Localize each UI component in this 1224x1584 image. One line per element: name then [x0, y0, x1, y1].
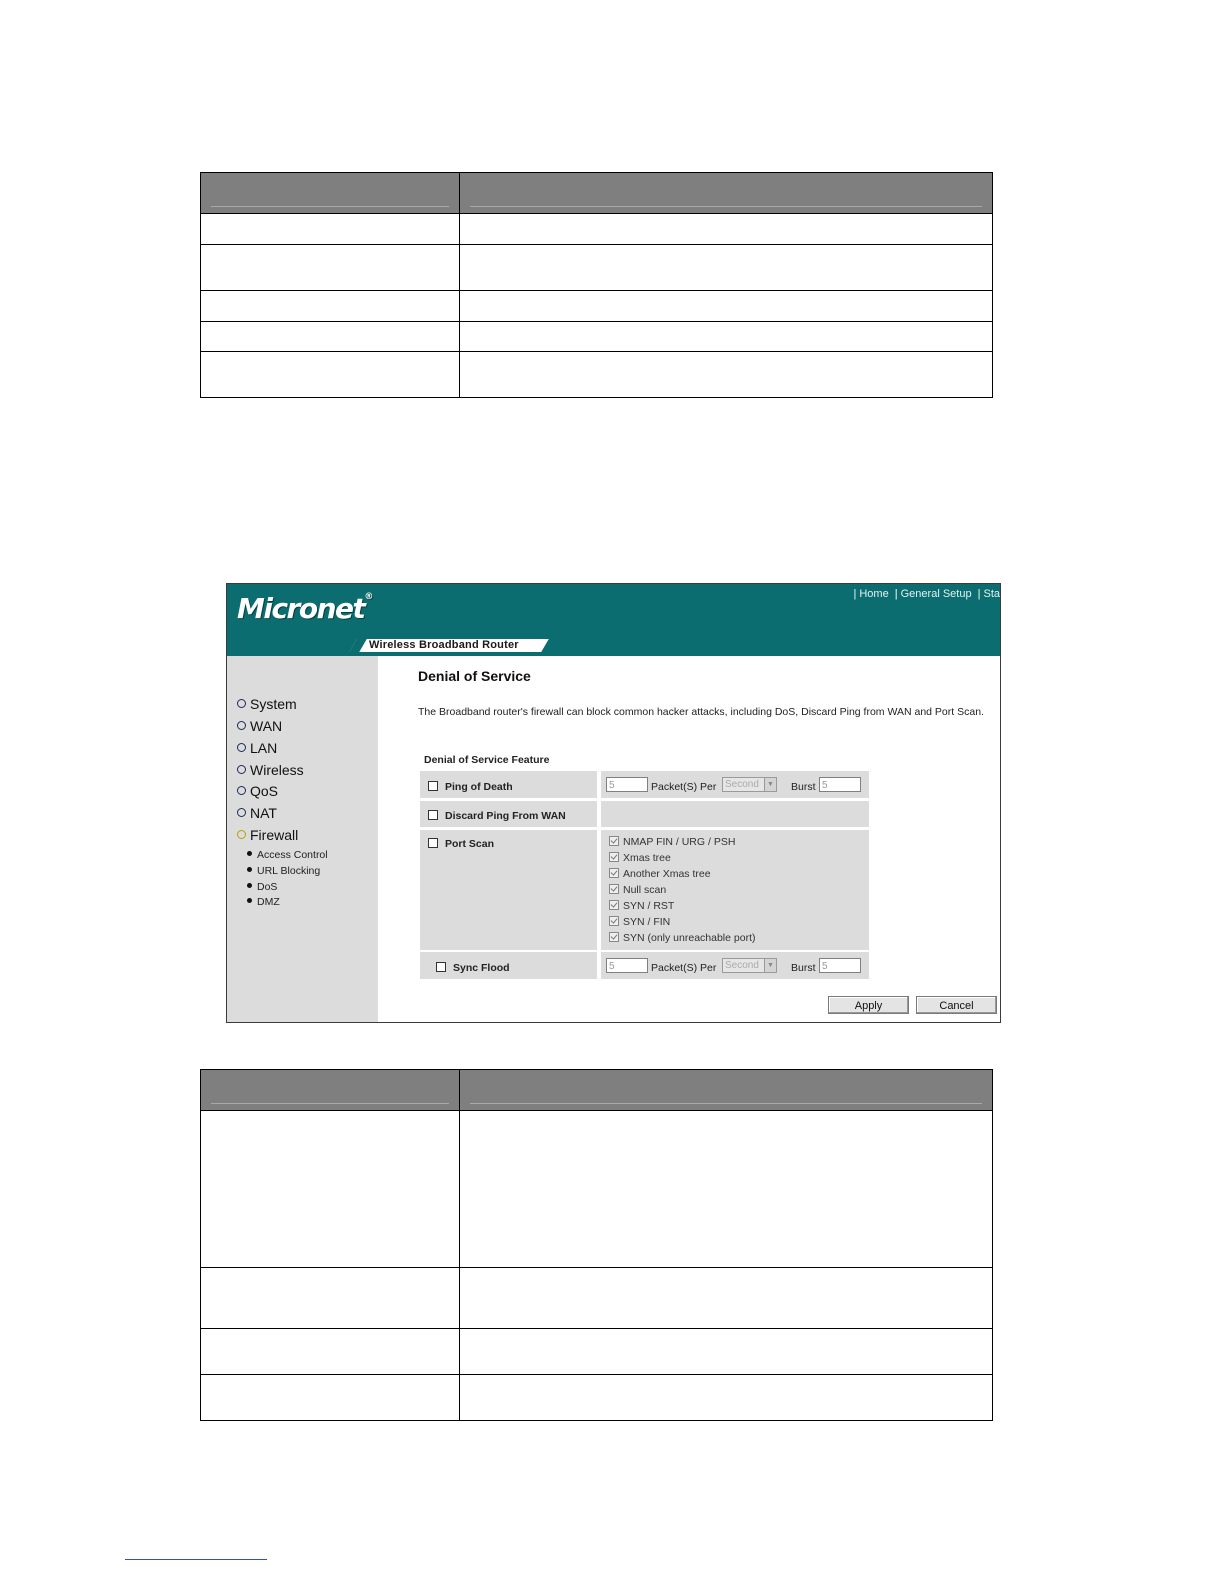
sidebar-item-wan[interactable]: WAN [237, 718, 282, 734]
chevron-down-icon: ▼ [764, 959, 776, 972]
sidebar-item-qos[interactable]: QoS [237, 783, 278, 799]
circle-icon [237, 830, 246, 839]
discard-ping-settings-cell [601, 801, 869, 827]
page-title: Denial of Service [418, 668, 531, 684]
sync-flood-option[interactable]: Sync Flood [436, 962, 510, 974]
port-scan-option-item[interactable]: Another Xmas tree [609, 868, 711, 880]
checked-checkbox-icon[interactable] [609, 868, 619, 878]
sync-flood-packets-label: Packet(S) Per [651, 962, 717, 974]
tagline-text: Wireless Broadband Router [369, 639, 519, 651]
checked-checkbox-icon[interactable] [609, 884, 619, 894]
port-scan-option-item[interactable]: SYN (only unreachable port) [609, 932, 756, 944]
header-banner [227, 584, 1000, 656]
bullet-icon [247, 867, 252, 872]
table-row [201, 1268, 993, 1329]
port-scan-checkbox[interactable] [428, 838, 438, 848]
page-description: The Broadband router's firewall can block common hacker attacks, including DoS, Discard Ping from WAN and Port Scan. [418, 706, 984, 718]
sidebar-item-system[interactable]: System [237, 696, 297, 712]
port-scan-option-item[interactable]: NMAP FIN / URG / PSH [609, 836, 735, 848]
checked-checkbox-icon[interactable] [609, 852, 619, 862]
port-scan-option-item[interactable]: SYN / RST [609, 900, 674, 912]
table-header-cell [460, 1070, 993, 1111]
sidebar [227, 656, 378, 1022]
subnav-dmz[interactable]: DMZ [247, 896, 280, 908]
ping-of-death-burst-label: Burst [791, 781, 816, 793]
ping-of-death-checkbox[interactable] [428, 781, 438, 791]
port-scan-option[interactable]: Port Scan [428, 838, 494, 850]
bullet-icon [247, 898, 252, 903]
table-row [201, 322, 993, 352]
router-screenshot [226, 583, 1001, 1023]
table-row [201, 1375, 993, 1421]
circle-icon [237, 808, 246, 817]
ping-of-death-burst-input[interactable]: 5 [819, 777, 861, 792]
table-row [201, 352, 993, 398]
subnav-dos[interactable]: DoS [247, 881, 277, 893]
checked-checkbox-icon[interactable] [609, 932, 619, 942]
circle-icon [237, 765, 246, 774]
ping-of-death-option[interactable]: Ping of Death [428, 781, 513, 793]
table-row [201, 1111, 993, 1268]
top-link-status[interactable]: Sta [983, 588, 1000, 600]
ping-of-death-packets-label: Packet(S) Per [651, 781, 717, 793]
subnav-access-control[interactable]: Access Control [247, 849, 328, 861]
circle-icon [237, 699, 246, 708]
discard-ping-option[interactable]: Discard Ping From WAN [428, 810, 566, 822]
brand-logo: Micronet® [237, 592, 372, 625]
top-link-home[interactable]: Home [859, 588, 889, 600]
top-nav: | Home | General Setup | Sta [853, 588, 1000, 600]
sidebar-item-firewall[interactable]: Firewall [237, 827, 298, 843]
sync-flood-checkbox[interactable] [436, 962, 446, 972]
subnav-url-blocking[interactable]: URL Blocking [247, 865, 320, 877]
parameter-table-top [200, 172, 993, 398]
table-header-cell [201, 173, 460, 214]
port-scan-option-item[interactable]: Null scan [609, 884, 666, 896]
tagline-strip [349, 639, 549, 652]
parameter-table-bottom [200, 1069, 993, 1421]
sync-flood-unit-select[interactable]: Second ▼ [722, 958, 777, 973]
cancel-button[interactable]: Cancel [916, 996, 997, 1014]
port-scan-option-item[interactable]: SYN / FIN [609, 916, 670, 928]
sidebar-item-nat[interactable]: NAT [237, 805, 277, 821]
bullet-icon [247, 851, 252, 856]
checked-checkbox-icon[interactable] [609, 916, 619, 926]
circle-icon [237, 743, 246, 752]
table-header-cell [201, 1070, 460, 1111]
sidebar-item-lan[interactable]: LAN [237, 740, 277, 756]
discard-ping-checkbox[interactable] [428, 810, 438, 820]
ping-of-death-unit-select[interactable]: Second ▼ [722, 777, 777, 792]
footer-rule [125, 1559, 267, 1560]
sync-flood-burst-input[interactable]: 5 [819, 958, 861, 973]
feature-section-title: Denial of Service Feature [424, 754, 550, 766]
circle-icon [237, 721, 246, 730]
sync-flood-burst-label: Burst [791, 962, 816, 974]
bullet-icon [247, 883, 252, 888]
sync-flood-packets-input[interactable]: 5 [606, 958, 648, 973]
checked-checkbox-icon[interactable] [609, 836, 619, 846]
checked-checkbox-icon[interactable] [609, 900, 619, 910]
chevron-down-icon: ▼ [764, 778, 776, 791]
ping-of-death-packets-input[interactable]: 5 [606, 777, 648, 792]
circle-icon [237, 786, 246, 795]
main-content [378, 656, 1000, 1022]
table-header-cell [460, 173, 993, 214]
table-row [201, 1329, 993, 1375]
sidebar-item-wireless[interactable]: Wireless [237, 762, 304, 778]
table-row [201, 214, 993, 245]
table-row [201, 291, 993, 322]
top-link-general-setup[interactable]: General Setup [900, 588, 972, 600]
table-row [201, 245, 993, 291]
port-scan-option-item[interactable]: Xmas tree [609, 852, 671, 864]
apply-button[interactable]: Apply [828, 996, 909, 1014]
